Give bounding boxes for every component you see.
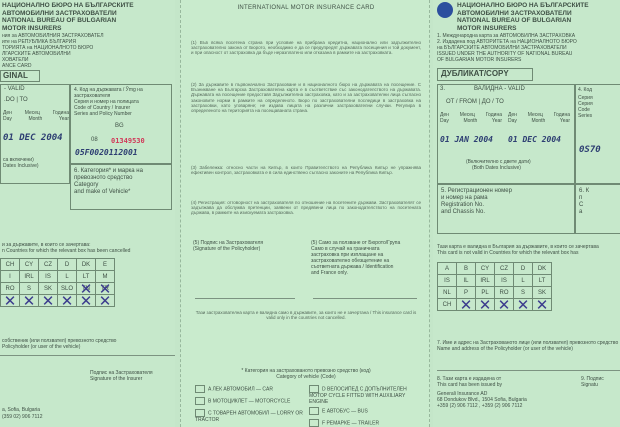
country-cell: IL <box>457 275 476 287</box>
country-cell: CY <box>476 263 495 275</box>
category-item: C ТОВАРЕН АВТОМОБИЛ — LORRY OR TRACTOR <box>195 410 303 423</box>
duplicate-card-panel: НАЦИОНАЛНО БЮРО НА БЪЛГАРСКИТЕ АВТОМОБИЛНИ ЗАСТРАХОВАТЕЛИ NATIONAL BUREAU OF BULGARIAN MOTOR INSURERS 1. Международна карта за АВТОМОБИЛНА ЗАСТРАХОВКА 2. Издадена под АВТОРИТЕТА на НАЦИОНАЛНОТО БЮРО на БЪЛГАРСКИТЕ АВТОМОБИЛНИ ЗАСТРАХОВАТЕЛИ ISSUED UNDER THE AUTHORITY OF NATIONAL BUREAU OF BULGARIAN MOTOR INSURERS ДУБЛИКАТ/COPY 3. ВАЛИДНА - VALID OT / FROM | ДО / TO Ден Месец Година Day Month Year Ден Месец Година Day Month Year 01 JAN 2004 01 DEC 2004 (Включително с двете дати) (Both Dates Inclusive) 4. Код Cерия Серия Code Series 0S70 5. Регистрационен номер и номер на рама Registration No. and Chassis No. 6. К п C a Тази карта е валидна в България за държавите, в които се зачертава This card is not valid in Countries for which the relevant box has A B CY CZ D DK IS IL IRL IS L LT NL P PL RO S SK CH ✕ ✕ ✕ ✕ ✕ 7. Име и адрес на Застрахованото лице (или ползвател) превозното средство Name and address of the Policyholder (or user of the vehicle) 8. Тази карта е издадена от This card has been issued by Generali Insurance AD 68 Dondukov Blvd., 1504 Sofia, Bulgaria +359 (2) 906 7112 , +359 (2) 906 7112 9. Подпис Signatu <box>433 0 620 427</box>
issuer-address: 68 Dondukov Blvd., 1504 Sofia, Bulgaria <box>437 397 527 403</box>
country-cell: A <box>438 263 457 275</box>
country-cell: CH <box>438 299 457 311</box>
field-8: 8. Тази карта е издадена от This card has been issued by Generali Insurance AD 68 Dondukov Blvd., 1504 Sofia, Bulgaria +359 (2) 906 7112 , +359 (2) 906 7112 <box>437 376 557 409</box>
issuer-name: Generali Insurance AD <box>437 391 488 397</box>
category-code-box <box>309 419 319 427</box>
insurer-code: 08 <box>91 137 98 143</box>
field-6-box: 6. Категория* и марка на превозното средство Category and make of Vehicle* <box>70 164 172 210</box>
validity-box: - VALID .DO | TO Ден Месец Година Day Month Year 01 DEC 2004 са включени) Dates Inclusive) <box>0 84 70 184</box>
field-4-box: 4. Код на държавата / Ўmg на застрахователя Серия и номер на полицата Code of Country / Insurer Series and Policy Number BG 08 01349530 05F0020112001 <box>70 84 172 164</box>
issuer-side-text: ния за АВТОМОБИЛНИЯ ЗАСТРАХОВАТЕЛ ите на РЕПУБЛИКА БЪЛГАРИЯ ТОРИЯТА на НАЦИОНАЛНОТО БЮРО ЛГАРСКИТЕ АВТОМОБИЛНИ ХОВАТЕЛИ ANCE CARD <box>2 33 104 69</box>
category-item: F РЕМАРКЕ — TRAILER <box>309 419 424 427</box>
country-cell: RO <box>1 283 20 295</box>
country-cell: PL <box>476 287 495 299</box>
country-cell: D <box>58 259 77 271</box>
validity-box: 3. ВАЛИДНА - VALID OT / FROM | ДО / TO Ден Месец Година Day Month Year Ден Месец Година Day Month Year 01 JAN 2004 01 DEC 2004 (Включително с двете дати) (Both Dates Inclusive) <box>437 84 575 184</box>
original-card-panel: НАЦИОНАЛНО БЮРО НА БЪЛГАРСКИТЕ АВТОМОБИЛНИ ЗАСТРАХОВАТЕЛИ NATIONAL BUREAU OF BULGARIAN MOTOR INSURERS ния за АВТОМОБИЛНИЯ ЗАСТРАХОВАТЕЛ ите на РЕПУБЛИКА БЪЛГАРИЯ ТОРИЯТА на НАЦИОНАЛНОТО БЮРО ЛГАРСКИТЕ АВТОМОБИЛНИ ХОВАТЕЛИ ANCE CARD GINAL - VALID .DO | TO Ден Месец Година Day Month Year 01 DEC 2004 са включени) Dates Inclusive) 4. Код на държавата / Ўmg на застрахователя Серия и номер на полицата Code of Country / Insurer Series and Policy Number BG 08 01349530 05F0020112001 6. Категория* и марка на превозното средство Category and make of Vehicle* и за държавите, в които се зачертава: n Countries for which the relevant box has been cancelled CH CY CZ D DK E I IRL IS L LT M RO S SK SLO TN ✕ TR ✕ ✕ ✕ ✕ ✕ ✕ ✕ собственик (или ползвател) превозното средство Policyholder (or user of the vehicle) Подпис на Застрахователя Signature of the Insurer a, Sofia, Bulgaria (359 02) 906 7112 <box>0 0 175 427</box>
country-cell: L <box>514 275 533 287</box>
country-cell: CH <box>1 259 20 271</box>
country-cell: CZ <box>39 259 58 271</box>
category-item: D ВЕЛОСИПЕД С ДОПЪЛНИТЕЛЕН МОТОР CYCLE FITTED WITH AUXILIARY ENGINE <box>309 386 407 405</box>
category-item: E АВТОБУС — BUS <box>309 407 424 415</box>
country-cell: S <box>20 283 39 295</box>
country-cell: D <box>514 263 533 275</box>
duplicate-tab: ДУБЛИКАТ/COPY <box>437 68 533 81</box>
country-cell-cancelled <box>476 299 495 311</box>
country-cell: E <box>96 259 115 271</box>
valid-to-date: 01 DEC 2004 <box>508 135 561 144</box>
divider <box>437 370 620 371</box>
country-cell: SLO <box>58 283 77 295</box>
country-cell: LT <box>533 275 552 287</box>
country-code: BG <box>115 123 124 129</box>
field-6-box: 6. К п C a <box>575 184 620 234</box>
country-cell: M <box>96 271 115 283</box>
signature-line <box>313 298 417 299</box>
field-7: 7. Име и адрес на Застрахованото лице (или ползвател) превозното средство Name and address of the Policyholder (or user of the vehicle) <box>437 340 619 352</box>
country-cell-cancelled <box>514 299 533 311</box>
field-9: 9. Подпис Signatu <box>581 376 604 388</box>
country-cell: I <box>1 271 20 283</box>
card-title: INTERNATIONAL MOTOR INSURANCE CARD <box>237 5 375 11</box>
category-code-box <box>195 397 205 405</box>
country-cell: IRL <box>476 275 495 287</box>
phone: (359 02) 906 7112 <box>2 414 43 420</box>
country-cell: SK <box>533 287 552 299</box>
country-cell: IRL <box>20 271 39 283</box>
country-cell: B <box>457 263 476 275</box>
country-cell: DK <box>77 259 96 271</box>
paragraph-4: (4) Регистрация: отговорност на застрахователя по отношение на посетените държави. Застрахователят се задължава да обслужва претенции, заявени от предявени лица по законодателството на посетената държава, в рамките на изискуемата застраховка. <box>191 200 421 216</box>
country-cell-cancelled <box>457 299 476 311</box>
card-reverse-panel: INTERNATIONAL MOTOR INSURANCE CARD (1) Във всяка посетена страна при условие на прибрана кредитна, национално или задължително застрахователно закона от Бюрото, необходимо е да се предупредят държавата посещения и той документ, и при опасност от застраховка да бъде неразплатено или отказана в рамките на застраховката. (2) За държавите в първоначално Застраховане и в националното бюро на държавата на посещение. С Възникване на Българска Застрахователна карта е в съответствие със законодателството на държавата. Държавата на посещение предоставя Задължителна застраховка, като и за застрахователни лица съгласно законовите норми в рамките на определеното. Бюро по застрахователни последици в застраховка на застраховки, като уговаряне; не издава лицата на различни застрахователни случаи. Регулира в определеното на територията на посещаваната страна. (3) Забележка: относно части на Кипър, в които Правителството на Република Кипър не упражнява ефективен контрол, застраховката е в сила единствено съгласно законите на Република Кипър. (4) Регистрация: отговорност на застрахователя по отношение на посетените държави. Застрахователят се задължава да обслужва претенции, заявени от предявени лица по законодателството на посетената държава, в рамките на изискуемата застраховка. (5) Подпис на Застрахователя (Signature of the Policyholder) (5) Само за ползване от Бюрото/Група Само в случай на граничната застраховка при изплащане на застрахователно обезщетение на съответната държава / Identification and France only. Тази застрахователна карта е валидна само в държавите, за които не е зачертана / This insurance card is valid only in the countries not cancelled. * Категория на застрахованото превозно средство (код) Category of vehicle (Code) A ЛЕК АВТОМОБИЛ — CAR B МОТОЦИКЛЕТ — MOTORCYCLE C ТОВАРЕН АВТОМОБИЛ — LORRY OR TRACTOR D ВЕЛОСИПЕД С ДОПЪЛНИТЕЛЕН МОТОР CYCLE FITTED WITH AUXILIARY ENGINE E АВТОБУС — BUS F РЕМАРКЕ — TRAILER <box>180 0 430 427</box>
country-cell: IS <box>495 275 514 287</box>
field-4-box: 4. Код Cерия Серия Code Series 0S70 <box>575 84 620 184</box>
policy-number: 0S70 <box>579 145 601 155</box>
country-cell-cancelled <box>533 299 552 311</box>
country-cell: L <box>58 271 77 283</box>
country-cell-cancelled <box>39 295 58 307</box>
address: a, Sofia, Bulgaria <box>2 407 41 413</box>
original-tab: GINAL <box>0 70 40 82</box>
category-code-box <box>195 409 205 417</box>
country-cell-cancelled <box>495 299 514 311</box>
org-header: НАЦИОНАЛНО БЮРО НА БЪЛГАРСКИТЕ АВТОМОБИЛНИ ЗАСТРАХОВАТЕЛИ NATIONAL BUREAU OF BULGARIAN MOTOR INSURERS <box>457 2 589 32</box>
country-cell: SK <box>39 283 58 295</box>
country-cell-cancelled <box>77 295 96 307</box>
country-cell: CY <box>20 259 39 271</box>
category-list-left <box>195 385 305 423</box>
country-cell-cancelled: TR ✕ <box>96 283 115 295</box>
policy-number: 05F0020112001 <box>75 148 138 157</box>
divider <box>0 355 175 356</box>
country-cell: S <box>514 287 533 299</box>
field-5-box: 5. Регистрационен номер и номер на рама Registration No. and Chassis No. <box>437 184 575 234</box>
org-header: НАЦИОНАЛНО БЮРО НА БЪЛГАРСКИТЕ АВТОМОБИЛНИ ЗАСТРАХОВАТЕЛИ NATIONAL BUREAU OF BULGARIAN MOTOR INSURERS <box>2 2 134 32</box>
paragraph-1: (1) Във всяка посетена страна при условие на прибрана кредитна, национално или задължително застрахователно закона от Бюрото, необходимо е да се предупредят държавата посещения и той документ, и при опасност от застраховка да бъде неразплатено или отказана в рамките на застраховката. <box>191 40 421 56</box>
country-cell: P <box>457 287 476 299</box>
country-cell-cancelled <box>20 295 39 307</box>
category-code-box <box>195 385 205 393</box>
signature-line <box>195 298 295 299</box>
stamp-number: 01349530 <box>111 137 145 145</box>
country-cell: CZ <box>495 263 514 275</box>
country-cell-cancelled <box>58 295 77 307</box>
country-cell: NL <box>438 287 457 299</box>
country-grid <box>0 258 115 307</box>
category-list-right <box>309 385 424 427</box>
country-cell-cancelled <box>1 295 20 307</box>
country-cell: IS <box>438 275 457 287</box>
signature-block-1: (5) Подпис на Застрахователя (Signature of the Policyholder) <box>193 240 264 252</box>
category-code-box <box>309 385 319 393</box>
country-cell-cancelled <box>96 295 115 307</box>
country-cell: LT <box>77 271 96 283</box>
country-cell: RO <box>495 287 514 299</box>
bureau-logo-icon <box>437 2 453 18</box>
country-cell: IS <box>39 271 58 283</box>
paragraph-2: (2) За държавите в първоначално Застраховане и в националното бюро на държавата на посещение. С Възникване на Българска Застрахователна карта е в съответствие със законодателството на държавата. Държавата на посещение предоставя Задължителна застраховка, като и за застрахователни лица съгласно законовите норми в рамките на определеното. Бюро по застрахователни последици в застраховка на застраховки, като уговаряне; не издава лицата на различни застрахователни случаи. Регулира в определеното на територията на посещаваната страна. <box>191 82 421 114</box>
intro-text: 1. Международна карта за АВТОМОБИЛНА ЗАСТРАХОВКА 2. Издадена под АВТОРИТЕТА на НАЦИОНАЛНОТО БЮРО на БЪЛГАРСКИТЕ АВТОМОБИЛНИ ЗАСТРАХОВАТЕЛИ ISSUED UNDER THE AUTHORITY OF NATIONAL BUREAU OF BULGARIAN MOTOR INSURERS <box>437 33 577 63</box>
valid-to-date: 01 DEC 2004 <box>3 133 63 143</box>
paragraph-3: (3) Забележка: относно части на Кипър, в които Правителството на Република Кипър не упражнява ефективен контрол, застраховката е в сила единствено съгласно законите на Република Кипър. <box>191 165 421 176</box>
category-item: B МОТОЦИКЛЕТ — MOTORCYCLE <box>195 397 305 405</box>
signature-block-2: (5) Само за ползване от Бюрото/Група Само в случай на граничната застраховка при изплащане на застрахователно обезщетение на съответната държава / Identification and France only. <box>311 240 401 276</box>
country-cell: DK <box>533 263 552 275</box>
validity-note: Тази застрахователна карта е валидна само в държавите, за които не е зачертана / This insurance card is valid only in the countries not cancelled. <box>195 310 417 321</box>
category-item: A ЛЕК АВТОМОБИЛ — CAR <box>195 385 305 393</box>
category-code-box <box>309 407 319 415</box>
valid-from-date: 01 JAN 2004 <box>440 135 493 144</box>
issuer-phone: +359 (2) 906 7112 , +359 (2) 906 7112 <box>437 403 523 409</box>
country-cell-cancelled: TN ✕ <box>77 283 96 295</box>
country-grid <box>437 262 552 311</box>
